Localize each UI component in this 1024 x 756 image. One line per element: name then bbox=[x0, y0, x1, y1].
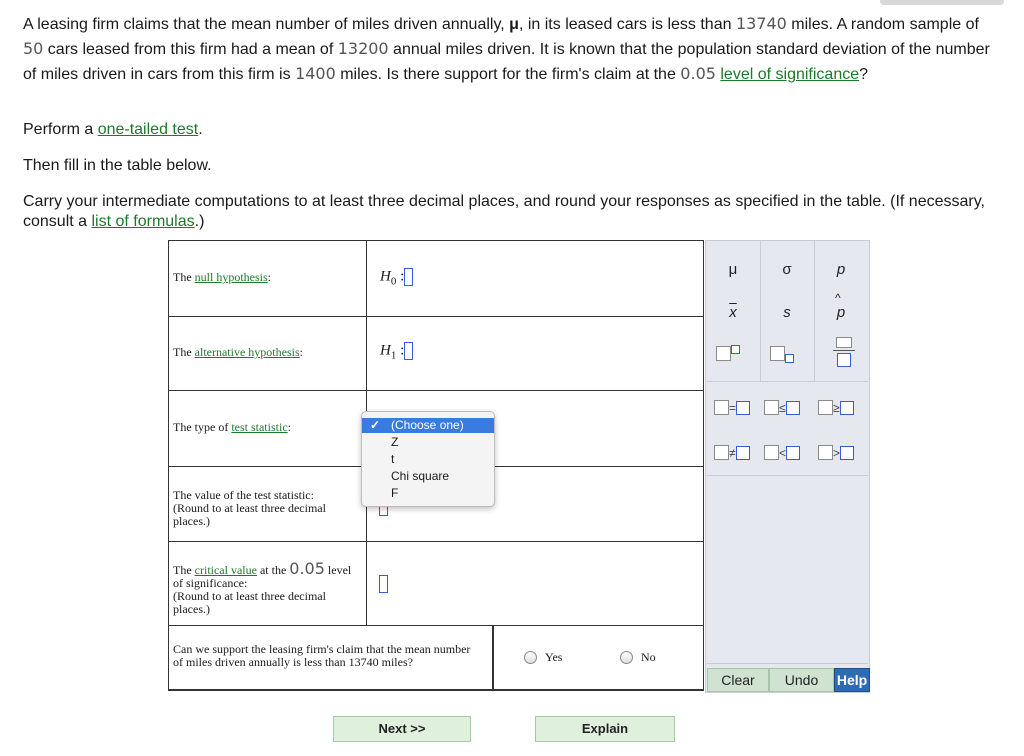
fill-instruction: Then fill in the table below. bbox=[23, 157, 212, 174]
carry-text: Carry your intermediate computations to at least three decimal places, and round your responses as specified in the table. (If necessary, consult a bbox=[23, 193, 985, 230]
option-label: F bbox=[391, 486, 399, 500]
null-hypothesis-field bbox=[380, 268, 413, 287]
problem-statement bbox=[23, 12, 1003, 87]
dropdown-option-t[interactable] bbox=[362, 452, 494, 467]
not-equal-sign: ≠ bbox=[729, 446, 736, 460]
table-divider bbox=[168, 689, 704, 691]
label-text: : bbox=[287, 420, 291, 434]
problem-text: miles. Is there support for the firm's claim at the bbox=[335, 66, 681, 83]
alternative-hypothesis-label bbox=[173, 346, 303, 359]
label-text: places.) bbox=[173, 602, 210, 616]
greater-equal-sign: ≥ bbox=[833, 401, 840, 415]
p-button[interactable]: p bbox=[836, 261, 846, 278]
right-square-icon bbox=[736, 446, 750, 460]
test-statistic-value-label bbox=[173, 489, 326, 528]
clear-button[interactable]: Clear bbox=[707, 668, 769, 692]
table-divider bbox=[168, 316, 704, 317]
carry-text: .) bbox=[194, 213, 205, 230]
greater-than-button[interactable] bbox=[818, 444, 854, 462]
problem-text: miles. A random sample of bbox=[786, 16, 979, 33]
h-subscript: 0 bbox=[390, 275, 397, 288]
s-button[interactable]: s bbox=[783, 304, 791, 321]
base-square-icon bbox=[770, 346, 785, 361]
null-hypothesis-link[interactable]: null hypothesis bbox=[194, 270, 268, 284]
h-subscript: 1 bbox=[390, 349, 397, 362]
label-text: Can we support the leasing firm's claim that the mean number bbox=[173, 642, 471, 656]
less-equal-sign: ≤ bbox=[779, 401, 786, 415]
right-square-icon bbox=[736, 401, 750, 415]
problem-text: ? bbox=[859, 66, 869, 83]
sample-size: 50 bbox=[23, 39, 44, 58]
label-text: places.) bbox=[173, 514, 210, 528]
test-statistic-type-label bbox=[173, 421, 291, 434]
carry-instruction bbox=[23, 192, 1003, 232]
label-text: of significance: bbox=[173, 576, 248, 590]
option-label: t bbox=[391, 452, 395, 466]
test-statistic-dropdown[interactable] bbox=[361, 411, 495, 507]
check-icon: ✓ bbox=[370, 418, 381, 432]
table-divider bbox=[168, 390, 704, 391]
claim-value: 13740 bbox=[735, 14, 787, 33]
right-square-icon bbox=[786, 401, 800, 415]
palette-divider bbox=[760, 241, 761, 381]
alternative-hypothesis-link[interactable]: alternative hypothesis bbox=[194, 345, 300, 359]
equals-button[interactable] bbox=[714, 399, 750, 417]
denominator-square-icon bbox=[837, 353, 851, 367]
p-hat-button[interactable] bbox=[826, 291, 856, 321]
label-text: of miles driven annually is less than 13740 miles? bbox=[173, 655, 413, 669]
base-square-icon bbox=[716, 346, 731, 361]
left-square-icon bbox=[714, 445, 729, 460]
null-hypothesis-input[interactable] bbox=[404, 268, 413, 286]
palette-divider bbox=[707, 475, 868, 476]
palette-divider bbox=[707, 663, 868, 664]
dropdown-option-f[interactable] bbox=[362, 486, 494, 501]
support-question bbox=[173, 643, 470, 669]
explain-button[interactable]: Explain bbox=[535, 716, 675, 742]
left-square-icon bbox=[714, 400, 729, 415]
exponent-square-icon bbox=[731, 345, 740, 354]
list-of-formulas-link[interactable]: list of formulas bbox=[91, 213, 195, 230]
level-of-significance-link[interactable]: level of significance bbox=[720, 66, 860, 83]
subscript-button[interactable] bbox=[770, 345, 794, 363]
fraction-button[interactable] bbox=[833, 337, 855, 367]
label-text: (Round to at least three decimal bbox=[173, 589, 326, 603]
help-button[interactable]: Help bbox=[834, 668, 870, 692]
mu-symbol: μ bbox=[509, 16, 519, 33]
greater-equal-button[interactable] bbox=[818, 399, 854, 417]
x-bar-button[interactable]: $\overline{x}$ bbox=[729, 304, 737, 321]
subscript-square-icon bbox=[785, 354, 794, 363]
less-than-button[interactable] bbox=[764, 444, 800, 462]
yes-radio[interactable] bbox=[524, 651, 537, 664]
less-equal-button[interactable] bbox=[764, 399, 800, 417]
greater-than-sign: > bbox=[833, 446, 841, 460]
perform-text: Perform a bbox=[23, 121, 98, 138]
label-text: The bbox=[173, 563, 195, 577]
one-tailed-test-link[interactable]: one-tailed test bbox=[97, 121, 199, 138]
right-square-icon bbox=[786, 446, 800, 460]
population-sd: 1400 bbox=[295, 64, 336, 83]
undo-button[interactable]: Undo bbox=[769, 668, 834, 692]
numerator-square-icon bbox=[836, 337, 852, 348]
dropdown-option-chi-square[interactable] bbox=[362, 469, 494, 484]
perform-instruction bbox=[23, 120, 1003, 140]
critical-value-input[interactable] bbox=[379, 575, 388, 593]
label-text: at the bbox=[256, 563, 290, 577]
sigma-button[interactable]: σ bbox=[782, 261, 792, 278]
left-square-icon bbox=[764, 400, 779, 415]
less-than-sign: < bbox=[779, 446, 787, 460]
critical-value-link[interactable]: critical value bbox=[194, 563, 257, 577]
equals-sign: = bbox=[729, 401, 737, 415]
label-text: The type of bbox=[173, 420, 232, 434]
h-symbol: H bbox=[380, 342, 391, 359]
alternative-hypothesis-field bbox=[380, 342, 413, 361]
colon: : bbox=[400, 268, 405, 285]
option-label: Z bbox=[391, 435, 399, 449]
perform-text: . bbox=[198, 121, 203, 138]
label-text: The bbox=[173, 270, 195, 284]
right-square-icon bbox=[840, 401, 854, 415]
mu-button[interactable]: μ bbox=[728, 261, 738, 278]
option-label: Chi square bbox=[391, 469, 450, 483]
alternative-hypothesis-input[interactable] bbox=[404, 342, 413, 360]
option-label: (Choose one) bbox=[391, 418, 464, 432]
table-divider bbox=[492, 625, 494, 691]
test-statistic-link[interactable]: test statistic bbox=[231, 420, 288, 434]
label-text: level bbox=[324, 563, 352, 577]
critical-value-label bbox=[173, 559, 352, 616]
dropdown-option-z[interactable] bbox=[362, 435, 494, 450]
sample-mean: 13200 bbox=[337, 39, 389, 58]
dropdown-option-choose[interactable] bbox=[362, 418, 494, 433]
label-text: : bbox=[267, 270, 272, 284]
symbol-palette bbox=[705, 240, 870, 693]
label-text: The bbox=[173, 345, 195, 359]
hat-icon: ^ bbox=[835, 291, 841, 305]
left-square-icon bbox=[818, 400, 833, 415]
colon: : bbox=[400, 342, 405, 359]
left-square-icon bbox=[818, 445, 833, 460]
yes-label: Yes bbox=[545, 650, 563, 664]
problem-text: A leasing firm claims that the mean number of miles driven annually, bbox=[23, 16, 510, 33]
next-button[interactable]: Next >> bbox=[333, 716, 471, 742]
no-radio[interactable] bbox=[620, 651, 633, 664]
right-square-icon bbox=[840, 446, 854, 460]
no-label: No bbox=[641, 650, 656, 664]
significance-value: 0.05 bbox=[680, 64, 716, 83]
significance-value: 0.05 bbox=[289, 559, 325, 578]
not-equal-button[interactable] bbox=[714, 444, 750, 462]
p-hat-label: p bbox=[836, 304, 846, 321]
problem-text: annual miles driven. It is known that the population standard deviation of the number of miles driven in cars from this firm is bbox=[23, 41, 990, 83]
fraction-bar-icon bbox=[833, 350, 855, 351]
label-text: The value of the test statistic: bbox=[173, 488, 314, 502]
table-divider bbox=[168, 625, 704, 626]
problem-text: cars leased from this firm had a mean of bbox=[43, 41, 338, 58]
top-bar bbox=[880, 0, 1004, 5]
palette-divider bbox=[707, 381, 868, 382]
h-symbol: H bbox=[380, 268, 391, 285]
label-text: : bbox=[299, 345, 303, 359]
table-divider bbox=[168, 541, 704, 542]
superscript-button[interactable] bbox=[716, 345, 740, 363]
null-hypothesis-label bbox=[173, 271, 271, 284]
label-text: (Round to at least three decimal bbox=[173, 501, 326, 515]
left-square-icon bbox=[764, 445, 779, 460]
problem-text: , in its leased cars is less than bbox=[518, 16, 736, 33]
palette-divider bbox=[814, 241, 815, 381]
